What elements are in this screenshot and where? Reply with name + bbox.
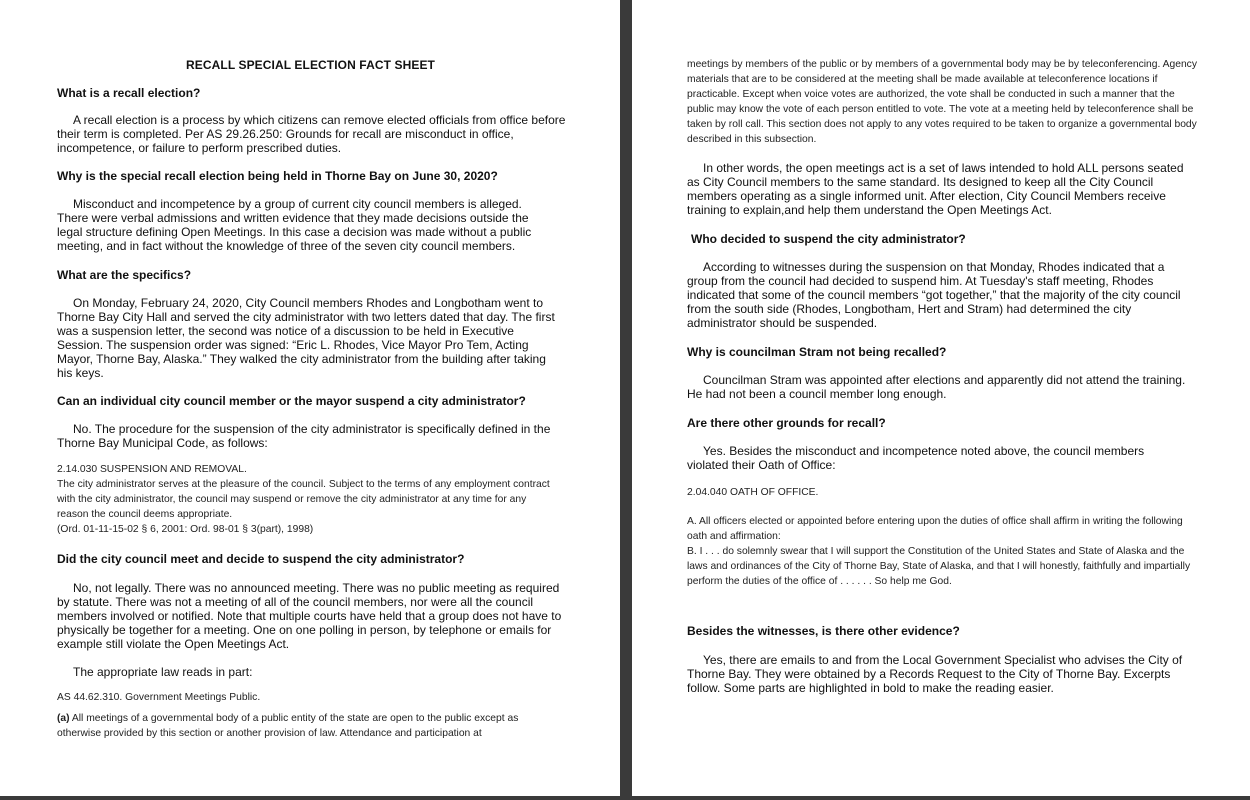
answer-why-election: Misconduct and incompetence by a group of current city council members is alleged. There were verbal admissions and written evidence that they made decisions outside the legal structure defining Open Meetings. In this case a decision was made without a public meeting, and in fact without the knowledge of three of the seven city council members. — [57, 197, 532, 253]
question-stram: Why is councilman Stram not being recalled? — [687, 345, 947, 359]
answer-specifics: On Monday, February 24, 2020, City Council members Rhodes and Longbotham went to Thorne Bay City Hall and served the city administrator with two letters dated that day. The first was a suspension letter, the second was notice of a discussion to be held in Executive Session. The suspension order was signed: “Eric L. Rhodes, Vice Mayor Pro Tem, Acting Mayor, Thorne Bay, Alaska.” They walked the city administrator from the building after taking his keys. — [57, 296, 555, 380]
question-other-evidence: Besides the witnesses, is there other evidence? — [687, 624, 960, 638]
answer-who-decided: According to witnesses during the suspension on that Monday, Rhodes indicated that a group from the council had decided to suspend him. At Tuesday's staff meeting, Rhodes indicated that some of the council members “got together,” that the majority of the city council from the south side (Rhodes, Longbotham, Hert and Stram) had determined the city administrator should be suspended. — [687, 260, 1181, 330]
question-why-election: Why is the special recall election being held in Thorne Bay on June 30, 2020? — [57, 169, 498, 183]
law-section-a-label: (a) — [57, 713, 70, 724]
page-divider — [620, 0, 632, 800]
document-page-right — [632, 0, 1250, 800]
code-2-04-040-section-b: B. I . . . do solemnly swear that I will support the Constitution of the United States and State of Alaska and the laws and ordinances of the City of Thorne Bay, State of Alaska, and that I will honestly, faithfully and impartially perform the duties of the office of . . . . . . So help me God. — [687, 546, 1191, 587]
law-section-a — [57, 711, 562, 741]
answer-individual-suspend: No. The procedure for the suspension of the city administrator is specifically defined in the Thorne Bay Municipal Code, as follows: — [57, 422, 551, 450]
answer-recall-election: A recall election is a process by which citizens can remove elected officials from office before their term is completed. Per AS 29.26.250: Grounds for recall are misconduct in office, incompetence, or failure to perform prescribed duties. — [57, 113, 566, 155]
question-individual-suspend: Can an individual city council member or the mayor suspend a city administrator? — [57, 394, 526, 408]
law-section-a-text: All meetings of a governmental body of a public entity of the state are open to the public except as otherwise provided by this section or another provision of law. Attendance and participation at — [57, 713, 519, 739]
law-title: AS 44.62.310. Government Meetings Public. — [57, 692, 261, 703]
document-page-left — [0, 0, 620, 800]
law-intro: The appropriate law reads in part: — [73, 665, 253, 679]
question-recall-election: What is a recall election? — [57, 86, 201, 100]
code-2-04-040-title: 2.04.040 OATH OF OFFICE. — [687, 487, 819, 498]
question-other-grounds: Are there other grounds for recall? — [687, 416, 886, 430]
question-specifics: What are the specifics? — [57, 268, 192, 282]
bottom-border — [0, 796, 1250, 800]
code-2-04-040-section-a: A. All officers elected or appointed before entering upon the duties of office shall affirm in writing the following oath and affirmation: — [687, 516, 1183, 542]
code-2-14-030-body: The city administrator serves at the pleasure of the council. Subject to the terms of any employment contract with the city administrator, the council may suspend or remove the city administrator at any time for any reason the council deems appropriate. — [57, 479, 550, 520]
code-2-14-030-ordinance: (Ord. 01-11-15-02 § 6, 2001: Ord. 98-01 § 3(part), 1998) — [57, 524, 314, 535]
answer-other-evidence: Yes, there are emails to and from the Local Government Specialist who advises the City of Thorne Bay. They were obtained by a Records Request to the City of Thorne Bay. Excerpts follow. Some parts are highlighted in bold to make the reading easier. — [687, 653, 1183, 695]
paragraph-open-meetings-summary: In other words, the open meetings act is a set of laws intended to hold ALL persons seated as City Council members to the same standard. Its designed to keep all the City Council members operating as a single informed unit. After election, City Council Members receive training to explain,and help them understand the Open Meetings Act. — [687, 161, 1184, 217]
question-council-meet: Did the city council meet and decide to suspend the city administrator? — [57, 552, 465, 566]
page-title: RECALL SPECIAL ELECTION FACT SHEET — [186, 58, 435, 72]
code-2-14-030-title: 2.14.030 SUSPENSION AND REMOVAL. — [57, 464, 247, 475]
law-continued: meetings by members of the public or by members of a governmental body may be by teleconferencing. Agency materials that are to be considered at the meeting shall be made available at teleconference locations if practicable. Except when voice votes are authorized, the vote shall be conducted in such a manner that the public may know the vote of each person entitled to vote. The vote at a meeting held by teleconference shall be taken by roll call. This section does not apply to any votes required to be taken to organize a governmental body described in this subsection. — [687, 59, 1197, 145]
answer-other-grounds: Yes. Besides the misconduct and incompetence noted above, the council members violated their Oath of Office: — [687, 444, 1145, 472]
answer-council-meet: No, not legally. There was no announced meeting. There was no public meeting as required by statute. There was not a meeting of all of the council members, nor were all the council members involved or notified. Note that multiple courts have held that a group does not have to physically be together for a meeting. One on one polling in person, by telephone or emails for example still violate the Open Meetings Act. — [57, 581, 562, 651]
question-who-decided: Who decided to suspend the city administrator? — [691, 232, 966, 246]
answer-stram: Councilman Stram was appointed after elections and apparently did not attend the training. He had not been a council member long enough. — [687, 373, 1186, 401]
